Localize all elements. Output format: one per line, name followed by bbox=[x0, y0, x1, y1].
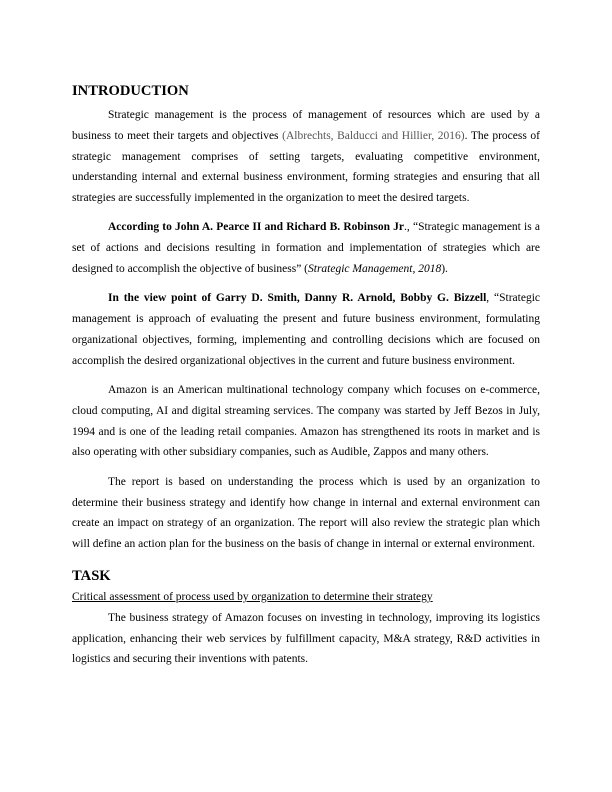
introduction-heading: INTRODUCTION bbox=[72, 83, 189, 99]
paragraph-text: . The process of strategic management comprises of setting targets, evaluating competitive environment, understanding internal and external business environment, forming strategies and ensuring that all strategies are successfully implemented in the organization to meet the desired targets. bbox=[72, 129, 540, 205]
intro-paragraph-4: Amazon is an American multinational technology company which focuses on e-commerce, cloud computing, AI and digital streaming services. The company was started by Jeff Bezos in July, 1994 and is one of the leading retail companies. Amazon has strengthened its roots in market and is also operating with other subsidiary companies, such as Audible, Zappos and many others. bbox=[72, 384, 540, 459]
task-subheading: Critical assessment of process used by organization to determine their strategy bbox=[72, 590, 433, 603]
paragraph-text: ). bbox=[441, 263, 448, 276]
paragraph-text: Strategic management is the process of management of resources which are used by a business to meet their targets and objectives bbox=[72, 109, 540, 142]
task-heading: TASK bbox=[72, 567, 111, 584]
paragraph-text: , “Strategic management is approach of evaluating the present and future business environment, formulating organizational objectives, forming, implementing and controlling decisions which are focused on accomplish the desired organizational objectives in the current and future business environment. bbox=[72, 292, 540, 367]
task-paragraph-1: The business strategy of Amazon focuses on investing in technology, improving its logistics application, enhancing their web services by fulfillment capacity, M&A strategy, R&D activities in logistics and securing their inventions with patents. bbox=[72, 611, 540, 666]
citation-source: Strategic Management, 2018 bbox=[308, 263, 442, 276]
citation: (Albrechts, Balducci and Hillier, 2016) bbox=[282, 129, 465, 142]
quoted-authors: In the view point of Garry D. Smith, Danny R. Arnold, Bobby G. Bizzell bbox=[108, 292, 487, 305]
intro-paragraph-3 bbox=[72, 288, 540, 371]
paragraph-text: ., “Strategic management is a set of actions and decisions resulting in formation and implementation of strategies which are designed to accomplish the objective of business” ( bbox=[72, 221, 540, 276]
quoted-authors: According to John A. Pearce II and Richard B. Robinson Jr bbox=[108, 221, 405, 234]
intro-paragraph-1 bbox=[72, 105, 540, 209]
page-content bbox=[72, 80, 540, 670]
intro-paragraph-5: The report is based on understanding the process which is used by an organization to determine their business strategy and identify how change in internal and external environment can create an impact on strategy of an organization. The report will also review the strategic plan which will define an action plan for the business on the basis of change in internal or external environment. bbox=[72, 475, 540, 551]
intro-paragraph-2 bbox=[72, 217, 540, 279]
